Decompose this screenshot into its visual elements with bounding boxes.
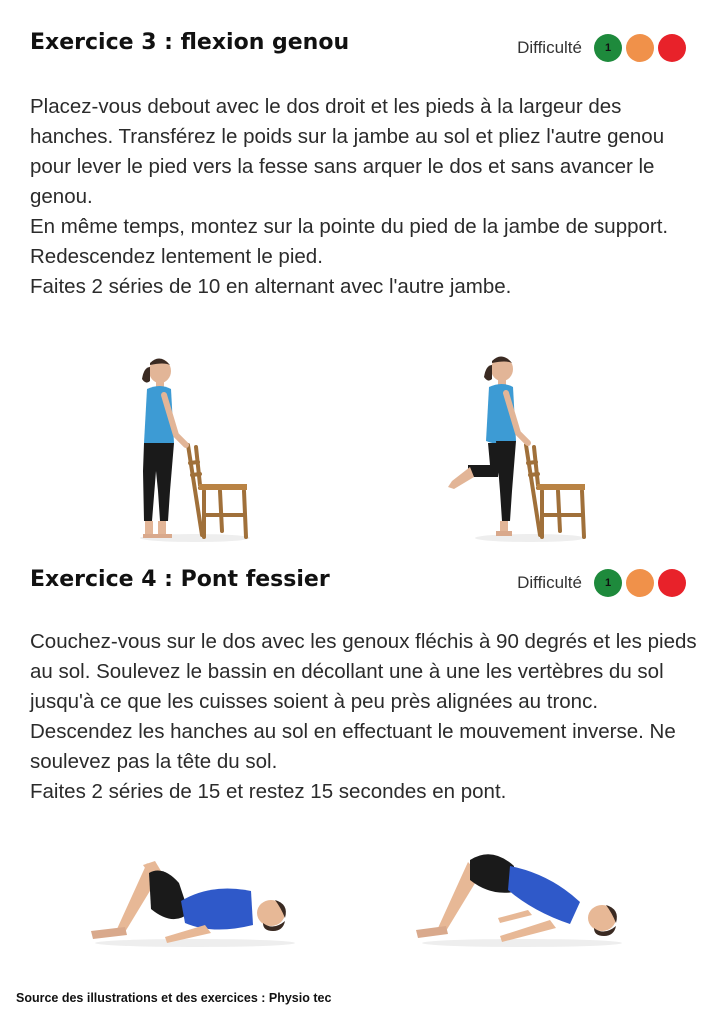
difficulty-level: 1 bbox=[604, 577, 612, 589]
man-lying-knees-bent-illustration bbox=[85, 855, 300, 950]
exercise-4-section bbox=[0, 545, 724, 985]
difficulty-dot-medium bbox=[626, 34, 654, 62]
difficulty-dot-medium bbox=[626, 569, 654, 597]
instruction-paragraph: Couchez-vous sur le dos avec les genoux fléchis à 90 degrés et les pieds au sol. Soulevez le bassin en décollant une à une les vertèbres du sol jusqu'à ce que les cuisses soient à peu près alignées au tronc. Descendez les hanches au sol en effectuant le mouvement inverse. Ne soulevez pas la tête du sol. bbox=[30, 630, 697, 773]
instruction-paragraph: Faites 2 séries de 15 et restez 15 secondes en pont. bbox=[30, 780, 507, 803]
instruction-paragraph: Placez-vous debout avec le dos droit et les pieds à la largeur des hanches. Transférez le poids sur la jambe au sol et pliez l'autre genou pour lever le pied vers la fesse sans arquer le dos et sans avancer le genou. bbox=[30, 95, 665, 208]
difficulty-dot-hard bbox=[658, 569, 686, 597]
source-credit: Source des illustrations et des exercices : Physio tec bbox=[16, 991, 332, 1005]
instruction-paragraph: Faites 2 séries de 10 en alternant avec l'autre jambe. bbox=[30, 275, 512, 298]
difficulty-level: 1 bbox=[604, 42, 612, 54]
exercise-3-instructions bbox=[30, 92, 700, 302]
difficulty-dot-hard bbox=[658, 34, 686, 62]
difficulty-dot-easy bbox=[594, 34, 622, 62]
woman-knee-flexion-chair-illustration bbox=[440, 345, 600, 545]
exercise-4-title: Exercice 4 : Pont fessier bbox=[30, 567, 330, 592]
instruction-paragraph: En même temps, montez sur la pointe du pied de la jambe de support. Redescendez lentement le pied. bbox=[30, 215, 669, 268]
exercise-4-difficulty bbox=[517, 569, 686, 597]
exercise-3-difficulty bbox=[517, 34, 686, 62]
man-glute-bridge-illustration bbox=[410, 850, 630, 950]
exercise-4-instructions bbox=[30, 627, 700, 807]
woman-standing-chair-illustration bbox=[120, 345, 270, 545]
difficulty-label: Difficulté bbox=[517, 38, 582, 57]
exercise-3-title: Exercice 3 : flexion genou bbox=[30, 30, 350, 55]
difficulty-dot-easy bbox=[594, 569, 622, 597]
difficulty-label: Difficulté bbox=[517, 573, 582, 592]
